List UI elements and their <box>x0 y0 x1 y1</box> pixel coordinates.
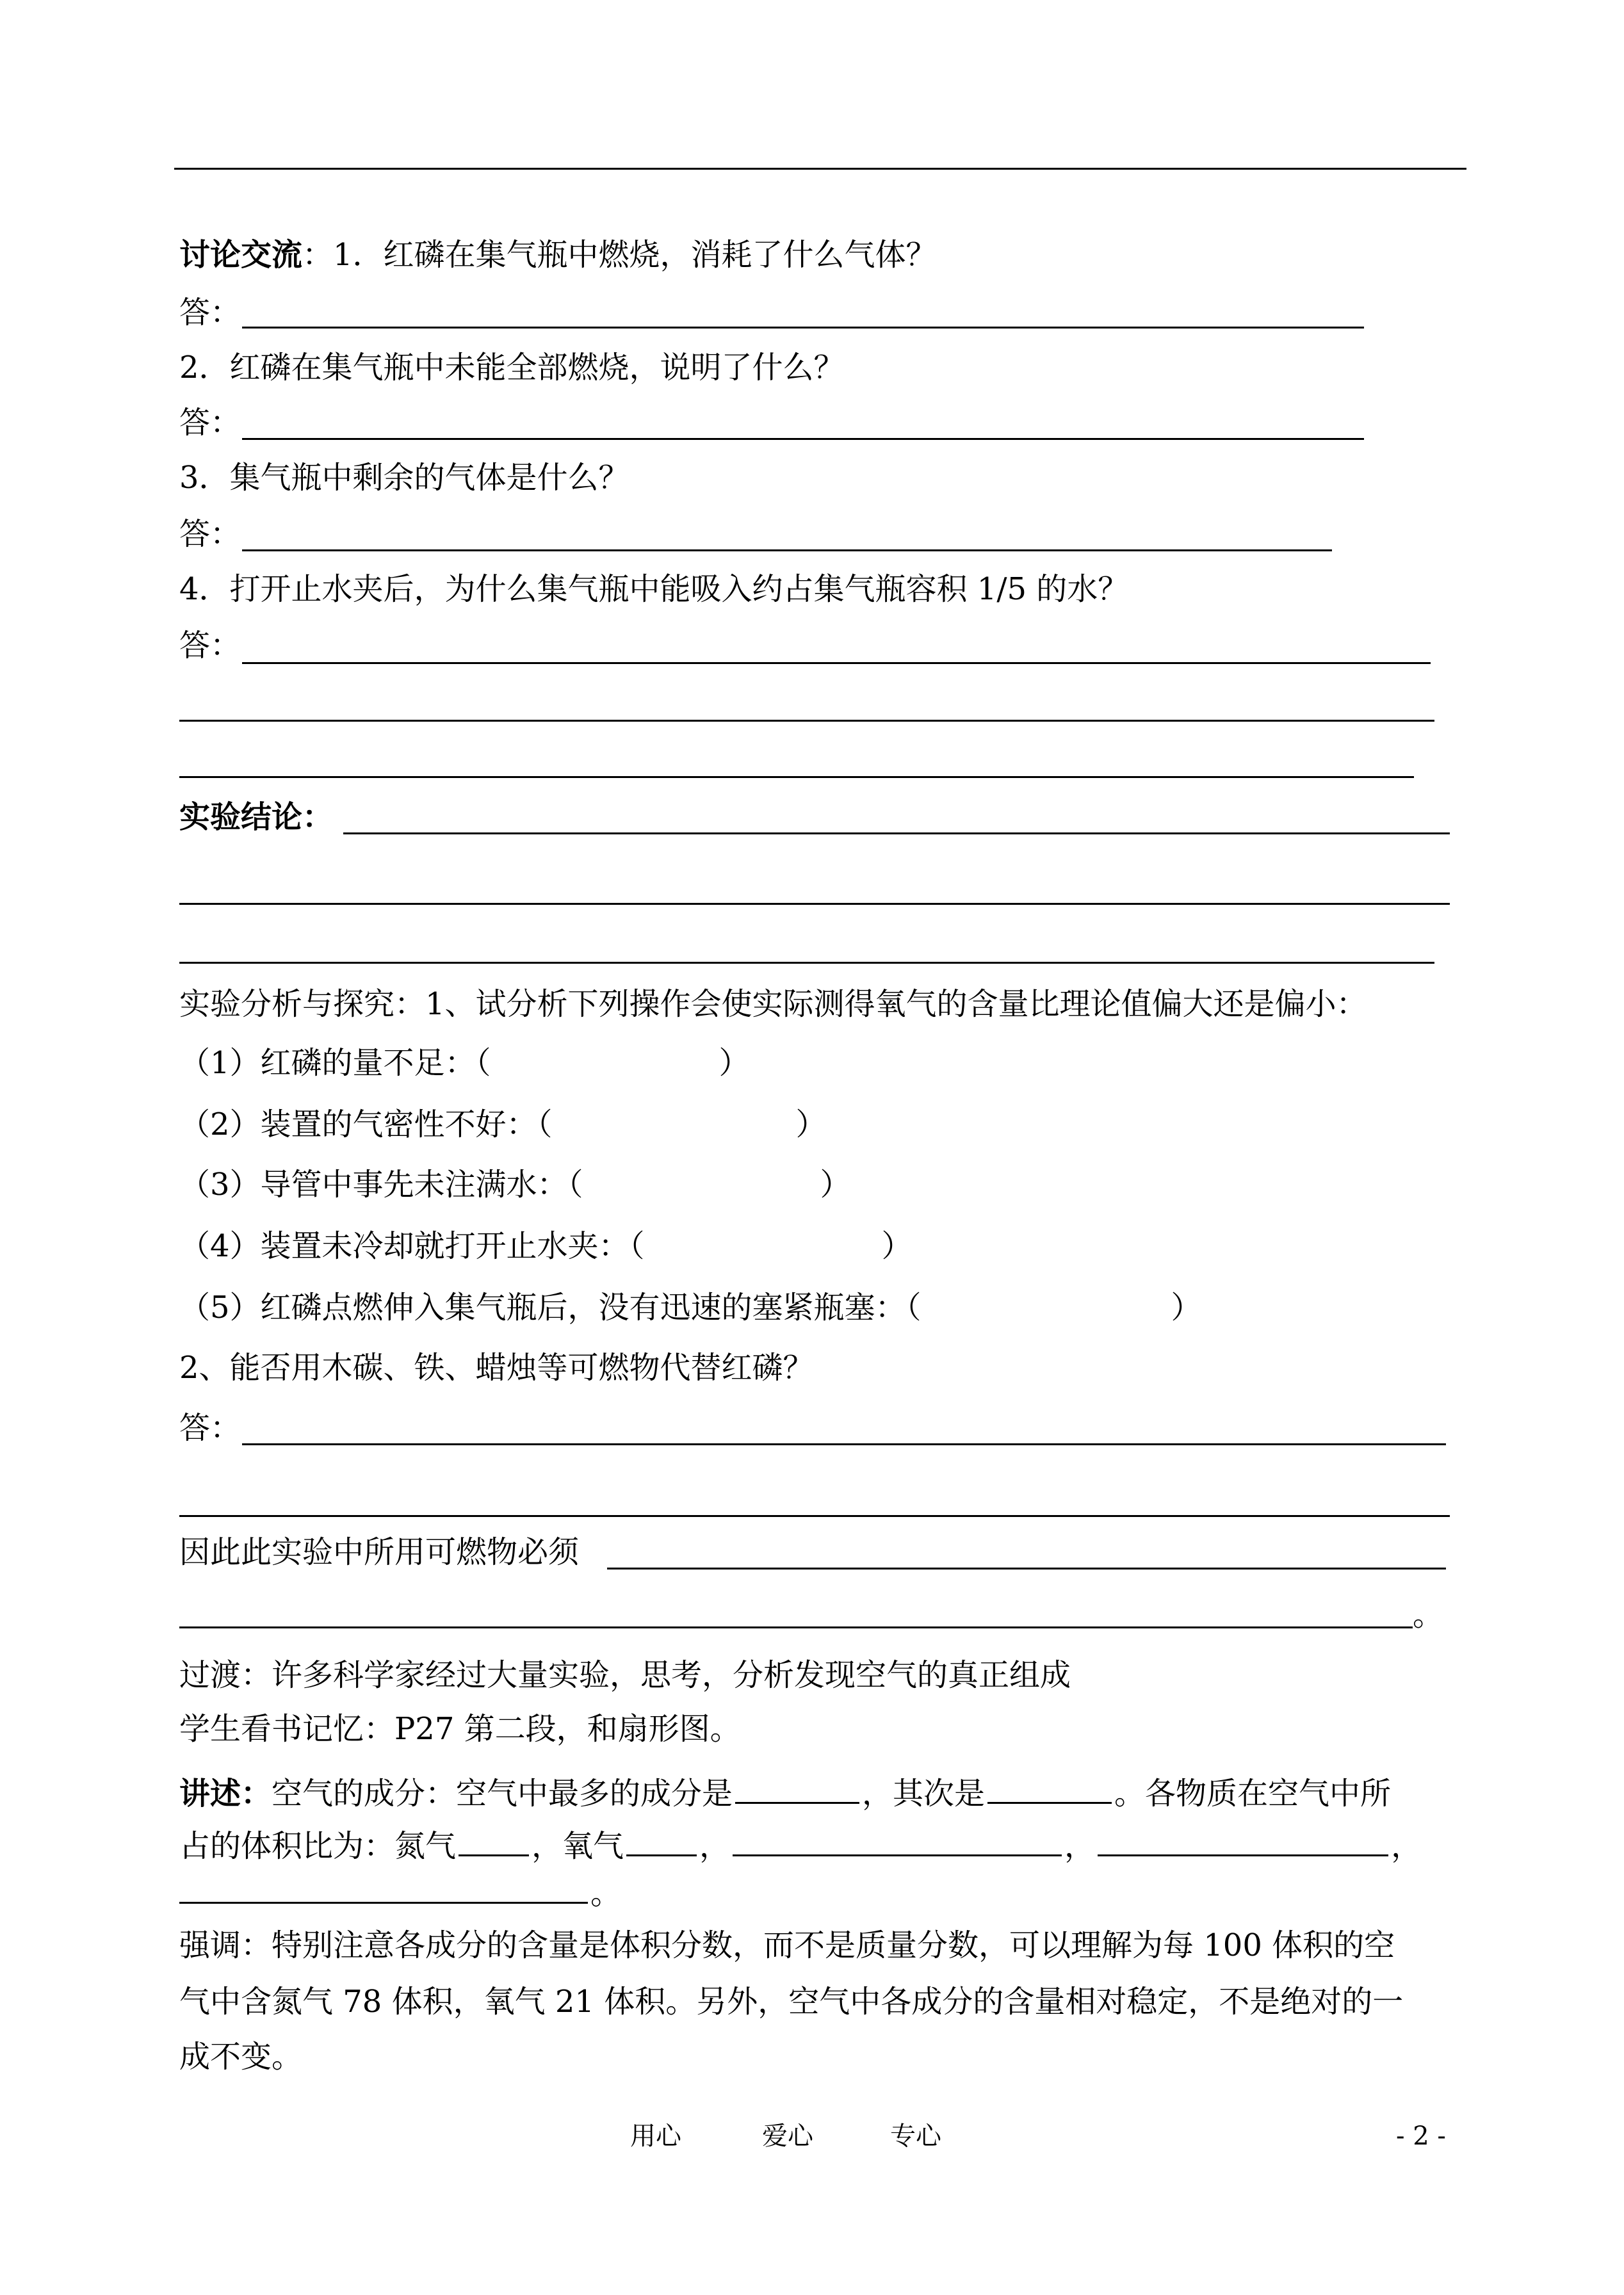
lecture-line-1 <box>179 1770 1391 1814</box>
answer-blank[interactable] <box>179 1870 588 1904</box>
answer-line[interactable] <box>179 720 1434 722</box>
lecture-text: ，其次是 <box>862 1776 986 1812</box>
analysis-item-text: （5）红磷点燃伸入集气瓶后，没有迅速的塞紧瓶塞：（ <box>179 1290 922 1326</box>
close-paren: ） <box>795 1107 827 1142</box>
analysis-item-3 <box>179 1164 851 1205</box>
analysis-item-text: （1）红磷的量不足：（ <box>179 1045 491 1081</box>
lecture-text: 。各物质在空气中所 <box>1114 1776 1392 1812</box>
answer-blank[interactable] <box>626 1822 697 1856</box>
conclusion-label: 实验结论： <box>179 799 334 835</box>
answer-line[interactable] <box>242 438 1364 440</box>
footer-motto-2: 爱心 <box>762 2121 813 2151</box>
analysis-item-text: （2）装置的气密性不好：（ <box>179 1107 553 1142</box>
lecture-text: 空气的成分：空气中最多的成分是 <box>272 1776 733 1812</box>
discussion-q3: 3．集气瓶中剩余的气体是什么？ <box>179 460 629 496</box>
answer-line[interactable] <box>242 1443 1446 1445</box>
answer-blank[interactable] <box>987 1770 1112 1804</box>
footer-motto-3: 专心 <box>890 2121 941 2151</box>
answer-line[interactable] <box>179 776 1414 778</box>
answer-label: 答： <box>179 516 241 552</box>
answer-label: 答： <box>179 628 241 663</box>
analysis-intro: 实验分析与探究：1、试分析下列操作会使实际测得氧气的含量比理论值偏大还是偏小： <box>179 986 1367 1022</box>
discussion-q4: 4．打开止水夹后，为什么集气瓶中能吸入约占集气瓶容积 1/5 的水？ <box>179 571 1129 607</box>
discussion-heading: 讨论交流 <box>179 237 303 273</box>
footer-motto-1: 用心 <box>630 2121 681 2151</box>
answer-line[interactable] <box>242 662 1431 664</box>
answer-line[interactable] <box>179 1515 1450 1517</box>
lecture-line-3 <box>179 1870 621 1914</box>
transition-text: 过渡：许多科学家经过大量实验，思考，分析发现空气的真正组成 <box>179 1657 1071 1693</box>
analysis-item-2 <box>179 1104 827 1145</box>
answer-blank[interactable] <box>735 1770 859 1804</box>
emphasis-line-1: 强调：特别注意各成分的含量是体积分数，而不是质量分数，可以理解为每 100 体积的空 <box>179 1927 1395 1963</box>
therefore-line[interactable] <box>179 1626 1413 1628</box>
emphasis-line-2: 气中含氮气 78 体积，氧气 21 体积。另外，空气中各成分的含量相对稳定，不是绝对的一 <box>179 1984 1404 2020</box>
conclusion-line[interactable] <box>343 832 1450 834</box>
answer-line[interactable] <box>242 327 1364 328</box>
header-rule <box>174 168 1466 170</box>
emphasis-line-3: 成不变。 <box>179 2039 303 2075</box>
answer-label: 答： <box>179 1410 241 1446</box>
discussion-q2: 2．红磷在集气瓶中未能全部燃烧，说明了什么？ <box>179 350 845 385</box>
answer-label: 答： <box>179 405 241 441</box>
answer-blank[interactable] <box>733 1822 1062 1856</box>
reading-text: 学生看书记忆：P27 第二段，和扇形图。 <box>179 1711 741 1747</box>
period: 。 <box>1413 1597 1444 1633</box>
therefore-text: 因此此实验中所用可燃物必须 <box>179 1534 580 1570</box>
close-paren: ） <box>719 1045 750 1081</box>
answer-line[interactable] <box>242 549 1332 551</box>
lecture-text: 占的体积比为：氮气 <box>179 1828 457 1864</box>
lecture-label: 讲述： <box>179 1776 272 1812</box>
analysis-item-1 <box>179 1042 750 1083</box>
lecture-text: ，氧气 <box>532 1828 624 1864</box>
analysis-item-5 <box>179 1287 1202 1328</box>
answer-blank[interactable] <box>1098 1822 1388 1856</box>
period: 。 <box>590 1876 622 1911</box>
answer-label: 答： <box>179 295 241 330</box>
conclusion-line[interactable] <box>179 903 1450 905</box>
close-paren: ） <box>881 1228 913 1264</box>
close-paren: ） <box>1171 1290 1202 1326</box>
close-paren: ） <box>820 1167 851 1203</box>
therefore-line[interactable] <box>607 1568 1446 1569</box>
discussion-q1 <box>179 234 937 275</box>
analysis-q2: 2、能否用木碳、铁、蜡烛等可燃物代替红磷？ <box>179 1350 814 1386</box>
answer-blank[interactable] <box>459 1822 529 1856</box>
analysis-item-4 <box>179 1226 913 1267</box>
analysis-item-text: （3）导管中事先未注满水：（ <box>179 1167 583 1203</box>
analysis-item-text: （4）装置未冷却就打开止水夹：（ <box>179 1228 645 1264</box>
comma: ， <box>1064 1828 1096 1864</box>
comma: ， <box>699 1828 731 1864</box>
conclusion-line[interactable] <box>179 962 1434 964</box>
discussion-q1-text: ：1．红磷在集气瓶中燃烧，消耗了什么气体？ <box>302 237 937 273</box>
comma: ， <box>1391 1828 1422 1864</box>
lecture-line-2 <box>179 1822 1422 1867</box>
page-number: - 2 - <box>1396 2121 1446 2151</box>
